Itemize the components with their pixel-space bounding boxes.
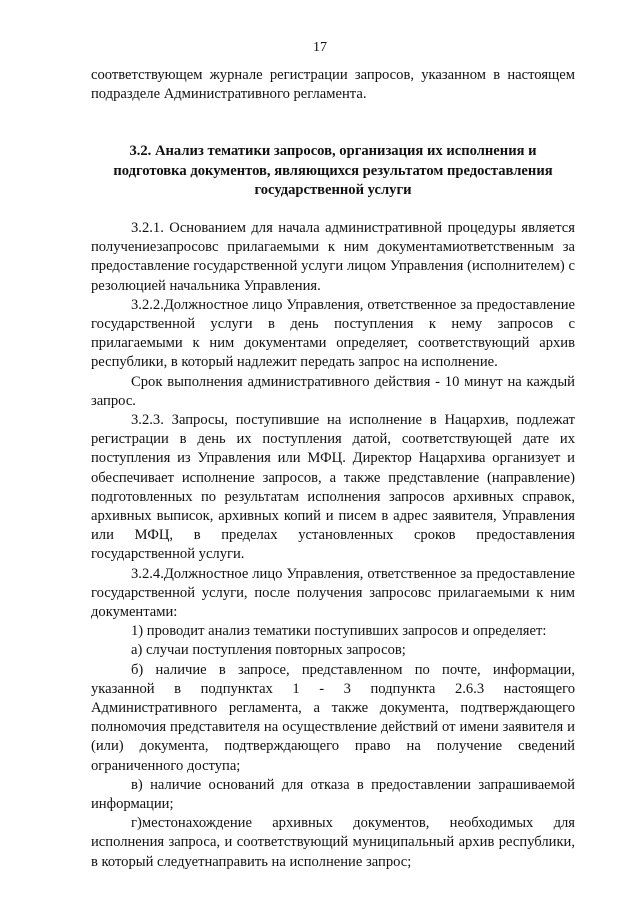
paragraph-3-2-1: 3.2.1. Основанием для начала административной процедуры является получениезапросовс прилагаемыми к ним документамиответственным за предоставление государственной услуги лицом Управления (исполнителем) с резолюцией начальника Управления. [91, 219, 575, 294]
list-item-1: 1) проводит анализ тематики поступивших запросов и определяет: [131, 623, 547, 640]
document-body [91, 66, 575, 872]
paragraph-3-2-2: 3.2.2.Должностное лицо Управления, ответственное за предоставление государственной услуги в день поступления к нему запросов с прилагаемыми к ним документами определяет, соответствующий архив республики, в который надлежит передать запрос на исполнение. [91, 296, 575, 371]
section-heading-block [91, 142, 575, 201]
paragraph-3-2-4: 3.2.4.Должностное лицо Управления, ответственное за предоставление государственной услуги, после получения запросовс прилагаемыми к ним документами: [91, 565, 575, 620]
paragraph-3-2-3: 3.2.3. Запросы, поступившие на исполнение в Нацархив, подлежат регистрации в день их поступления датой, соответствующей дате их поступления из Управления или МФЦ. Директор Нацархива организует и обеспечивает исполнение запросов, а также представление (направление) подготовленных по результатам исполнения запросов архивных справок, архивных выписок, архивных копий и писем в адрес заявителя, Управления или МФЦ, в пределах установленных сроков предоставления государственной услуги. [91, 411, 575, 563]
list-item-b: б) наличие в запросе, представленном по почте, информации, указанной в подпунктах 1 - 3 подпункта 2.6.3 настоящего Административного регламента, а также документа, подтверждающего полномочия представителя на осуществление действий от имени заявителя и (или) документа, подтверждающего право на получение сведений ограниченного доступа; [91, 661, 575, 774]
page-number: 17 [313, 40, 327, 55]
paragraph-deadline: Срок выполнения административного действия - 10 минут на каждый запрос. [91, 373, 575, 409]
list-item-g: г)местонахождение архивных документов, необходимых для исполнения запроса, и соответствующий муниципальный архив республики, в который следуетнаправить на исполнение запрос; [91, 815, 575, 870]
list-item-v: в) наличие оснований для отказа в предоставлении запрашиваемой информации; [91, 776, 575, 812]
section-heading: 3.2. Анализ тематики запросов, организация их исполнения и подготовка документов, являющихся результатом предоставления государственной услуги [113, 143, 553, 199]
intro-paragraph: соответствующем журнале регистрации запросов, указанном в настоящем подразделе Административного регламента. [91, 67, 575, 103]
list-item-a: а) случаи поступления повторных запросов; [131, 642, 406, 659]
